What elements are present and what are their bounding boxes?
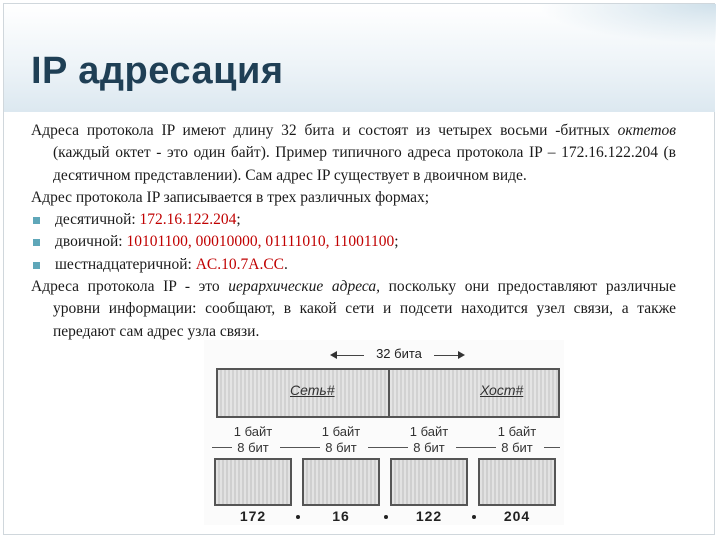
bullet-value: 10101100, 00010000, 01111010, 11001100 [126, 233, 395, 251]
hierarchical-text-continued: поскольку они предоставляют различные уровни информации: сообщают, в какой сети и подсети находится узел связи, а также передают сам адрес узла связи. [53, 278, 677, 340]
octet-byte-label: 1 байт [321, 424, 361, 439]
octet-bits-text: 8 бит [410, 440, 448, 455]
paragraph-intro [31, 120, 676, 187]
network-host-divider [388, 370, 390, 416]
bullet-decimal [31, 209, 676, 231]
bullet-value: 172.16.122.204 [139, 211, 237, 229]
octet-box [390, 458, 468, 506]
bullet-value: AC.10.7A.CC [195, 255, 284, 273]
octet-box [478, 458, 556, 506]
bullet-binary [31, 231, 676, 253]
arrow-right-icon [458, 351, 465, 359]
network-label: Сеть# [290, 382, 335, 398]
octet-bits-label [476, 440, 558, 455]
body-text [31, 120, 676, 343]
bullet-square-icon [33, 239, 40, 246]
octet-bits-label [212, 440, 294, 455]
octet-bits-label [300, 440, 382, 455]
paragraph-forms: Адрес протокола IP записывается в трех различных формах; [31, 188, 430, 206]
octet-byte-label: 1 байт [409, 424, 449, 439]
octet-value: 172 [239, 508, 267, 524]
bullet-label: двоичной: [55, 233, 127, 251]
bullet-label: десятичной: [55, 211, 140, 229]
octet-box [214, 458, 292, 506]
bullet-label: шестнадцатеричной: [55, 255, 196, 273]
octet-byte-label: 1 байт [497, 424, 537, 439]
total-bits-label: 32 бита [364, 346, 434, 361]
corner-decoration [536, 4, 716, 44]
octet-value: 122 [415, 508, 443, 524]
bullet-square-icon [33, 217, 40, 224]
paragraph-hierarchical [31, 276, 676, 343]
octet-value: 16 [332, 508, 350, 524]
octet-byte-label: 1 байт [233, 424, 273, 439]
octet-bits-text: 8 бит [498, 440, 536, 455]
network-host-box [216, 368, 560, 418]
octet-bits-text: 8 бит [234, 440, 272, 455]
hierarchical-text: Адреса протокола IP - это [31, 278, 229, 296]
ip-address-diagram [204, 340, 564, 525]
hierarchical-term: иерархические адреса, [228, 278, 381, 296]
octet-bits-label [388, 440, 470, 455]
intro-text: Адреса протокола IP имеют длину 32 бита и состоят из четырех восьми -битных [31, 122, 618, 139]
octet-bits-text: 8 бит [322, 440, 360, 455]
octets-term: октетов [617, 122, 676, 139]
bullet-tail: ; [394, 233, 399, 251]
bullet-tail: ; [236, 211, 241, 229]
arrow-left-icon [330, 351, 337, 359]
intro-text-continued: (каждый октет - это один байт). Пример типичного адреса протокола IP – 172.16.122.204 (в десятичном представлении). Сам адрес IP существует в двоичном виде. [53, 144, 676, 184]
slide-title: IP адресация [31, 50, 284, 92]
host-label: Хост# [480, 382, 524, 398]
bullet-tail: . [284, 255, 288, 273]
total-bits-row [204, 346, 564, 364]
bits-arrow-line-right [434, 355, 458, 356]
octet-box [302, 458, 380, 506]
bullet-hex [31, 254, 676, 276]
bullet-square-icon [33, 262, 40, 269]
octet-value: 204 [503, 508, 531, 524]
